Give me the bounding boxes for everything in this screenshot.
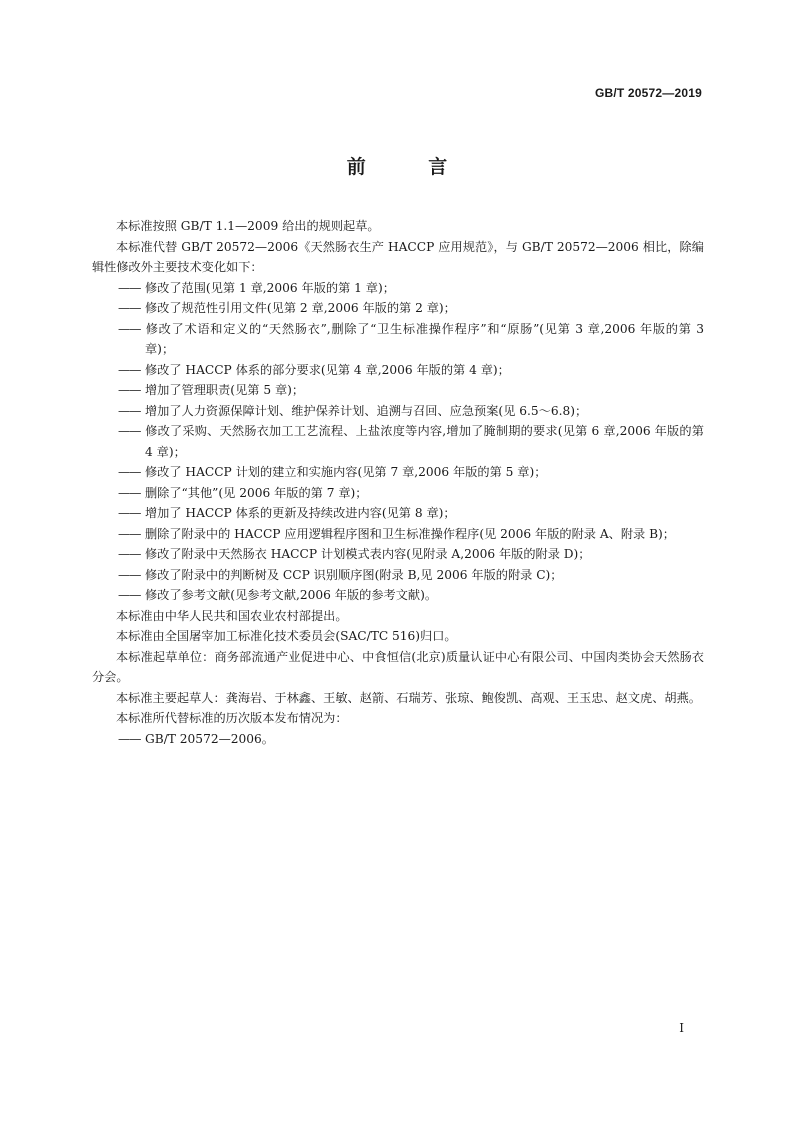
change-item-text: 增加了 HACCP 体系的更新及持续改进内容(见第 8 章)；: [145, 506, 456, 520]
change-item-text: 修改了术语和定义的“天然肠衣”,删除了“卫生标准操作程序”和“原肠”(见第 3 章,2006 年版的第 3 章)；: [145, 321, 704, 356]
dash-marker: ——: [118, 280, 141, 295]
change-item-text: 修改了参考文献(见参考文献,2006 年版的参考文献)。: [145, 588, 438, 602]
paragraph: 本标准代替 GB/T 20572—2006《天然肠衣生产 HACCP 应用规范》，与 GB/T 20572—2006 相比，除编辑性修改外主要技术变化如下：: [92, 239, 704, 274]
dash-marker: ——: [118, 526, 141, 541]
change-item-text: 修改了附录中的判断树及 CCP 识别顺序图(附录 B,见 2006 年版的附录 C)；: [145, 567, 563, 582]
change-item: [92, 503, 704, 524]
change-item: [92, 401, 704, 422]
dash-marker: ——: [118, 321, 141, 336]
change-item-text: 修改了 HACCP 体系的部分要求(见第 4 章,2006 年版的第 4 章)；: [145, 362, 510, 377]
dash-marker: ——: [118, 424, 141, 438]
page-title: 前 言: [346, 156, 476, 178]
history-item-text: GB/T 20572—2006。: [145, 731, 274, 746]
paragraph: 本标准由全国屠宰加工标准化技术委员会(SAC/TC 516)归口。: [116, 629, 457, 643]
paragraph: 本标准按照 GB/T 1.1—2009 给出的规则起草。: [116, 219, 380, 233]
paragraph: 本标准起草单位：商务部流通产业促进中心、中食恒信(北京)质量认证中心有限公司、中国肉类协会天然肠衣分会。: [92, 649, 704, 684]
change-item: [92, 319, 704, 360]
change-item: [92, 380, 704, 401]
change-item: [92, 360, 704, 381]
change-item-text: 修改了范围(见第 1 章,2006 年版的第 1 章)；: [145, 280, 395, 295]
change-item: [92, 565, 704, 586]
dash-marker: ——: [118, 383, 141, 397]
dash-marker: ——: [118, 362, 141, 377]
foreword-body: [92, 216, 704, 749]
dash-marker: ——: [118, 465, 141, 479]
dash-marker: ——: [118, 731, 141, 746]
change-item-text: 修改了采购、天然肠衣加工工艺流程、上盐浓度等内容,增加了腌制期的要求(见第 6 章,2006 年版的第 4 章)；: [145, 424, 704, 459]
change-item-text: 增加了管理职责(见第 5 章)；: [145, 383, 305, 397]
dash-marker: ——: [118, 403, 141, 418]
paragraph: 本标准主要起草人：龚海岩、于林鑫、王敏、赵箭、石瑞芳、张琼、鲍俊凯、高观、王玉忠、赵文虎、胡燕。: [116, 690, 701, 705]
standard-code: GB/T 20572—2019: [594, 86, 702, 100]
dash-marker: ——: [118, 485, 141, 500]
dash-marker: ——: [118, 506, 141, 520]
change-item: [92, 462, 704, 483]
change-item: [92, 524, 704, 545]
change-item: [92, 544, 704, 565]
paragraph: 本标准由中华人民共和国农业农村部提出。: [116, 608, 348, 623]
change-item: [92, 298, 704, 319]
history-item: [92, 729, 704, 750]
page-number: I: [679, 1021, 684, 1035]
change-item-text: 增加了人力资源保障计划、维护保养计划、追溯与召回、应急预案(见 6.5～6.8)；: [145, 403, 588, 418]
change-item: [92, 585, 704, 606]
change-item-text: 修改了规范性引用文件(见第 2 章,2006 年版的第 2 章)；: [145, 301, 456, 315]
change-item-text: 修改了 HACCP 计划的建立和实施内容(见第 7 章,2006 年版的第 5 章)；: [145, 465, 547, 479]
dash-marker: ——: [118, 547, 141, 561]
change-item-text: 删除了“其他”(见 2006 年版的第 7 章)；: [145, 485, 368, 500]
change-item-text: 删除了附录中的 HACCP 应用逻辑程序图和卫生标准操作程序(见 2006 年版的附录 A、附录 B)；: [145, 526, 675, 541]
paragraph: 本标准所代替标准的历次版本发布情况为：: [116, 711, 348, 725]
dash-marker: ——: [118, 567, 141, 582]
change-item-text: 修改了附录中天然肠衣 HACCP 计划模式表内容(见附录 A,2006 年版的附录 D)；: [145, 547, 591, 561]
dash-marker: ——: [118, 588, 141, 602]
dash-marker: ——: [118, 301, 141, 315]
change-item: [92, 483, 704, 504]
change-item: [92, 278, 704, 299]
change-item: [92, 421, 704, 462]
